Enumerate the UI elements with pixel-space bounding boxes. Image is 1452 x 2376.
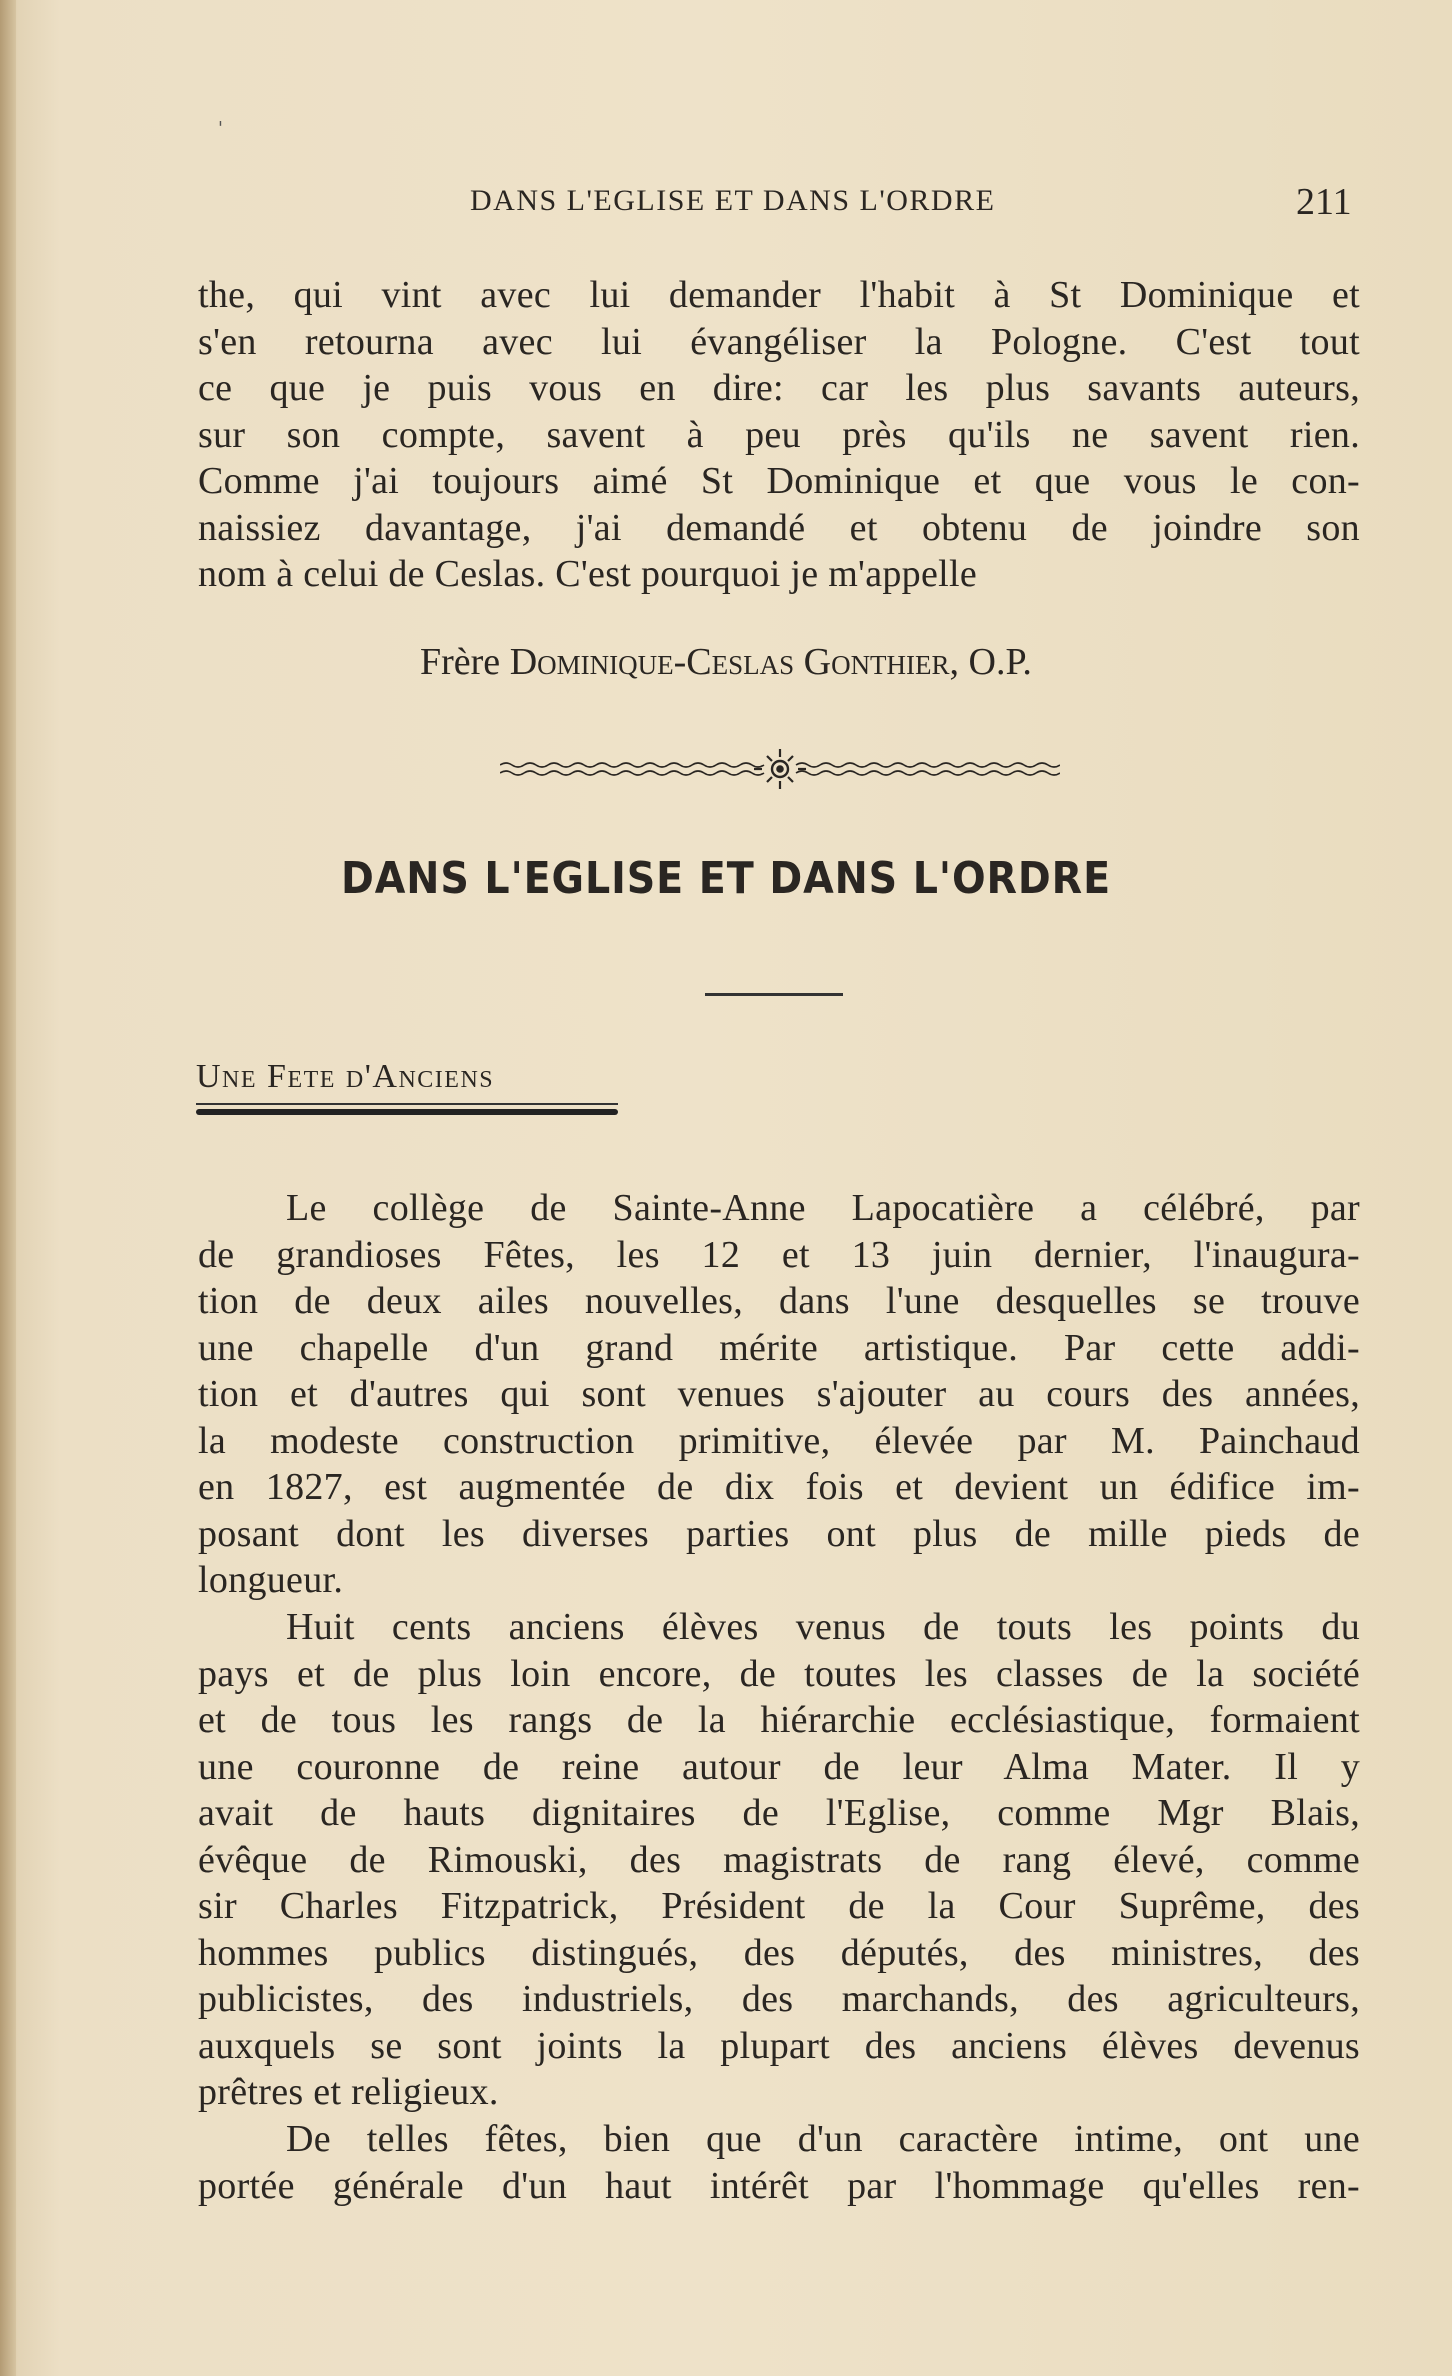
text-line: une couronne de reine autour de leur Alma Mater. Il y xyxy=(198,1745,1360,1788)
text-line: prêtres et religieux. xyxy=(198,2071,499,2113)
text-line: naissiez davantage, j'ai demandé et obtenu de joindre son xyxy=(198,506,1360,549)
text-line: Le collège de Sainte-Anne Lapocatière a célébré, par xyxy=(286,1187,1360,1229)
text-line: posant dont les diverses parties ont plus de mille pieds de xyxy=(198,1512,1360,1555)
signature-name: Dominique-Ceslas Gonthier, xyxy=(509,641,960,683)
text-line: et de tous les rangs de la hiérarchie ecclésiastique, formaient xyxy=(198,1699,1360,1741)
top-paragraph xyxy=(198,272,1360,598)
paragraph-2 xyxy=(198,1604,1360,2116)
text-line: sur son compte, savent à peu près qu'ils ne savent rien. xyxy=(198,413,1360,456)
subsection-title: Une Fete d'Anciens xyxy=(196,1058,495,1095)
ornament-divider xyxy=(500,745,1060,795)
page-binding-edge xyxy=(0,0,16,2376)
subsection-underline-thick xyxy=(196,1109,618,1115)
text-line: une chapelle d'un grand mérite artistique. Par cette addi- xyxy=(198,1326,1360,1369)
text-line: De telles fêtes, bien que d'un caractère intime, ont une xyxy=(286,2118,1360,2160)
text-line: en 1827, est augmentée de dix fois et devient un édifice im- xyxy=(198,1466,1360,1508)
running-title: DANS L'EGLISE ET DANS L'ORDRE xyxy=(470,184,996,217)
stray-tick-mark: ' xyxy=(218,118,223,139)
text-line: la modeste construction primitive, élevée par M. Painchaud xyxy=(198,1419,1360,1462)
text-line: auxquels se sont joints la plupart des anciens élèves devenus xyxy=(198,2024,1360,2067)
text-line: de grandioses Fêtes, les 12 et 13 juin dernier, l'inaugura- xyxy=(198,1233,1360,1276)
subsection-underline-thin xyxy=(196,1103,618,1105)
text-line: évêque de Rimouski, des magistrats de rang élevé, comme xyxy=(198,1838,1360,1881)
text-line: avait de hauts dignitaires de l'Eglise, comme Mgr Blais, xyxy=(198,1792,1360,1834)
text-line: the, qui vint avec lui demander l'habit à St Dominique et xyxy=(198,274,1360,316)
text-line: sir Charles Fitzpatrick, Président de la Cour Suprême, des xyxy=(198,1885,1360,1927)
page-number: 211 xyxy=(1296,181,1352,223)
section-title: DANS L'EGLISE ET DANS L'ORDRE xyxy=(340,853,1112,904)
text-line: tion et d'autres qui sont venues s'ajouter au cours des années, xyxy=(198,1373,1360,1415)
text-line: publicistes, des industriels, des marchands, des agriculteurs, xyxy=(198,1978,1360,2020)
text-line: ce que je puis vous en dire: car les plus savants auteurs, xyxy=(198,367,1360,409)
paragraph-3 xyxy=(198,2116,1360,2209)
text-line: nom à celui de Ceslas. C'est pourquoi je m'appelle xyxy=(198,553,978,595)
text-line: Huit cents anciens élèves venus de touts les points du xyxy=(286,1606,1360,1648)
text-line: portée générale d'un haut intérêt par l'hommage qu'elles ren- xyxy=(198,2164,1360,2207)
text-line: s'en retourna avec lui évangéliser la Pologne. C'est tout xyxy=(198,320,1360,363)
text-line: pays et de plus loin encore, de toutes les classes de la société xyxy=(198,1652,1360,1695)
paragraph-1 xyxy=(198,1185,1360,1604)
text-line: hommes publics distingués, des députés, des ministres, des xyxy=(198,1931,1360,1974)
text-line: longueur. xyxy=(198,1559,344,1601)
text-line: tion de deux ailes nouvelles, dans l'une desquelles se trouve xyxy=(198,1280,1360,1322)
text-line: Comme j'ai toujours aimé St Dominique et que vous le con- xyxy=(198,460,1360,502)
running-header xyxy=(0,182,1452,232)
signature-suffix: O.P. xyxy=(968,641,1032,683)
signature xyxy=(420,640,1032,684)
section-title-rule xyxy=(705,993,843,996)
signature-prefix: Frère xyxy=(420,641,501,683)
